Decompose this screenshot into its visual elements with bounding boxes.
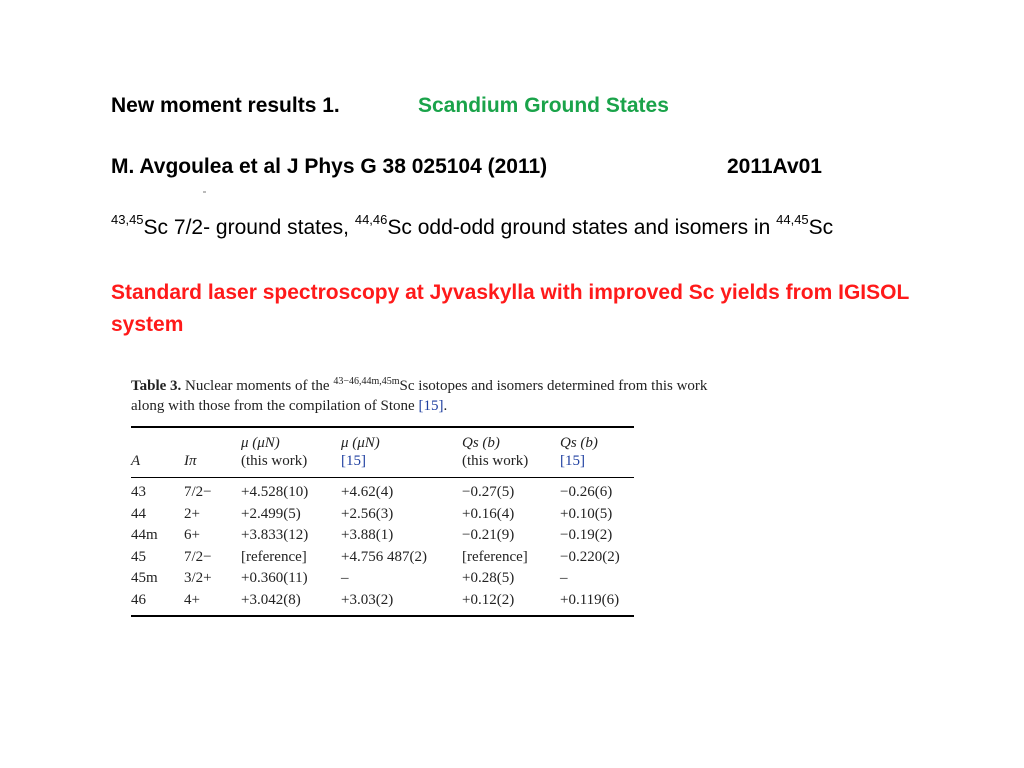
cell-q-ref: – [560, 570, 568, 587]
table-row [131, 568, 634, 590]
caption-text-1: Nuclear moments of the [181, 378, 334, 394]
cell-spin: 7/2− [184, 548, 212, 565]
cell-a: 45m [131, 570, 158, 587]
cell-q-ref: −0.220(2) [560, 548, 620, 565]
cell-q-ref: −0.19(2) [560, 527, 613, 544]
cell-spin: 7/2− [184, 484, 212, 501]
highlight-text: Standard laser spectroscopy at Jyvaskylla with improved Sc yields from IGISOL system [111, 281, 909, 336]
table-row [131, 590, 634, 616]
page-title: New moment results 1. [111, 94, 340, 117]
citation-tag: 2011Av01 [727, 155, 822, 178]
cell-mu-ref: +4.756 487(2) [341, 548, 427, 565]
header-top-2: μ (μN) [241, 435, 280, 451]
mass-numbers-3: 44,45 [776, 212, 809, 227]
header-bottom-2: (this work) [241, 453, 308, 469]
header-bottom-1: Iπ [184, 453, 197, 469]
reference-line [111, 154, 822, 180]
table-row [131, 504, 634, 526]
moments-table [131, 426, 634, 617]
header-top-5: Qs (b) [560, 435, 598, 451]
cell-q-ref: −0.26(6) [560, 484, 613, 501]
table-row [131, 525, 634, 547]
header-top-4: Qs (b) [462, 435, 500, 451]
table-row [131, 478, 634, 504]
stray-mark [203, 191, 206, 193]
cell-mu-ref: +3.88(1) [341, 527, 394, 544]
cell-a: 43 [131, 484, 146, 501]
caption-end: . [443, 398, 448, 414]
header-bottom-4: (this work) [462, 453, 529, 469]
caption-ref: [15] [418, 398, 444, 414]
cell-q-this: +0.12(2) [462, 591, 515, 608]
cell-mu-ref: +3.03(2) [341, 591, 394, 608]
cell-mu-ref: +4.62(4) [341, 484, 394, 501]
cell-mu-this: [reference] [241, 548, 307, 565]
cell-mu-ref: – [341, 570, 349, 587]
citation: M. Avgoulea et al J Phys G 38 025104 (2011) [111, 155, 548, 178]
heading-line [111, 93, 669, 119]
cell-q-ref: +0.10(5) [560, 505, 613, 522]
mass-numbers-2: 44,46 [354, 212, 388, 227]
states-text-2: Sc odd-odd ground states and isomers in [387, 216, 777, 239]
header-top-3: μ (μN) [341, 435, 380, 451]
mass-numbers-1: 43,45 [111, 212, 144, 227]
states-text-3: Sc [808, 216, 834, 239]
cell-spin: 4+ [184, 591, 200, 608]
table-row [131, 547, 634, 569]
cell-mu-ref: +2.56(3) [341, 505, 394, 522]
cell-mu-this: +3.833(12) [241, 527, 309, 544]
cell-q-this: +0.16(4) [462, 505, 515, 522]
states-line [111, 212, 834, 241]
caption-text-2: Sc isotopes and isomers determined from this work along with those from the compilation of Stone [131, 378, 708, 414]
cell-a: 44 [131, 505, 146, 522]
header-bottom-5: [15] [560, 453, 585, 469]
table-caption [131, 376, 731, 416]
cell-q-this: +0.28(5) [462, 570, 515, 587]
cell-mu-this: +3.042(8) [241, 591, 301, 608]
cell-mu-this: +4.528(10) [241, 484, 309, 501]
cell-spin: 2+ [184, 505, 200, 522]
header-top-0 [131, 428, 184, 453]
cell-mu-this: +0.360(11) [241, 570, 308, 587]
caption-sup: 43−46,44m,45m [333, 376, 400, 387]
header-bottom-3: [15] [341, 453, 366, 469]
cell-q-this: [reference] [462, 548, 528, 565]
cell-spin: 3/2+ [184, 570, 212, 587]
table-figure [131, 376, 751, 608]
cell-spin: 6+ [184, 527, 200, 544]
cell-mu-this: +2.499(5) [241, 505, 301, 522]
table-header-row-top [131, 428, 634, 453]
caption-label: Table 3. [131, 378, 182, 394]
cell-q-this: −0.27(5) [462, 484, 515, 501]
cell-a: 45 [131, 548, 146, 565]
page-subtitle: Scandium Ground States [418, 94, 669, 117]
header-top-1 [184, 428, 241, 453]
cell-a: 46 [131, 591, 146, 608]
cell-q-this: −0.21(9) [462, 527, 515, 544]
states-text-1: Sc 7/2- ground states, [143, 216, 355, 239]
table-header-row-bottom [131, 453, 634, 478]
header-bottom-0: A [131, 453, 141, 469]
cell-q-ref: +0.119(6) [560, 591, 620, 608]
cell-a: 44m [131, 527, 158, 544]
